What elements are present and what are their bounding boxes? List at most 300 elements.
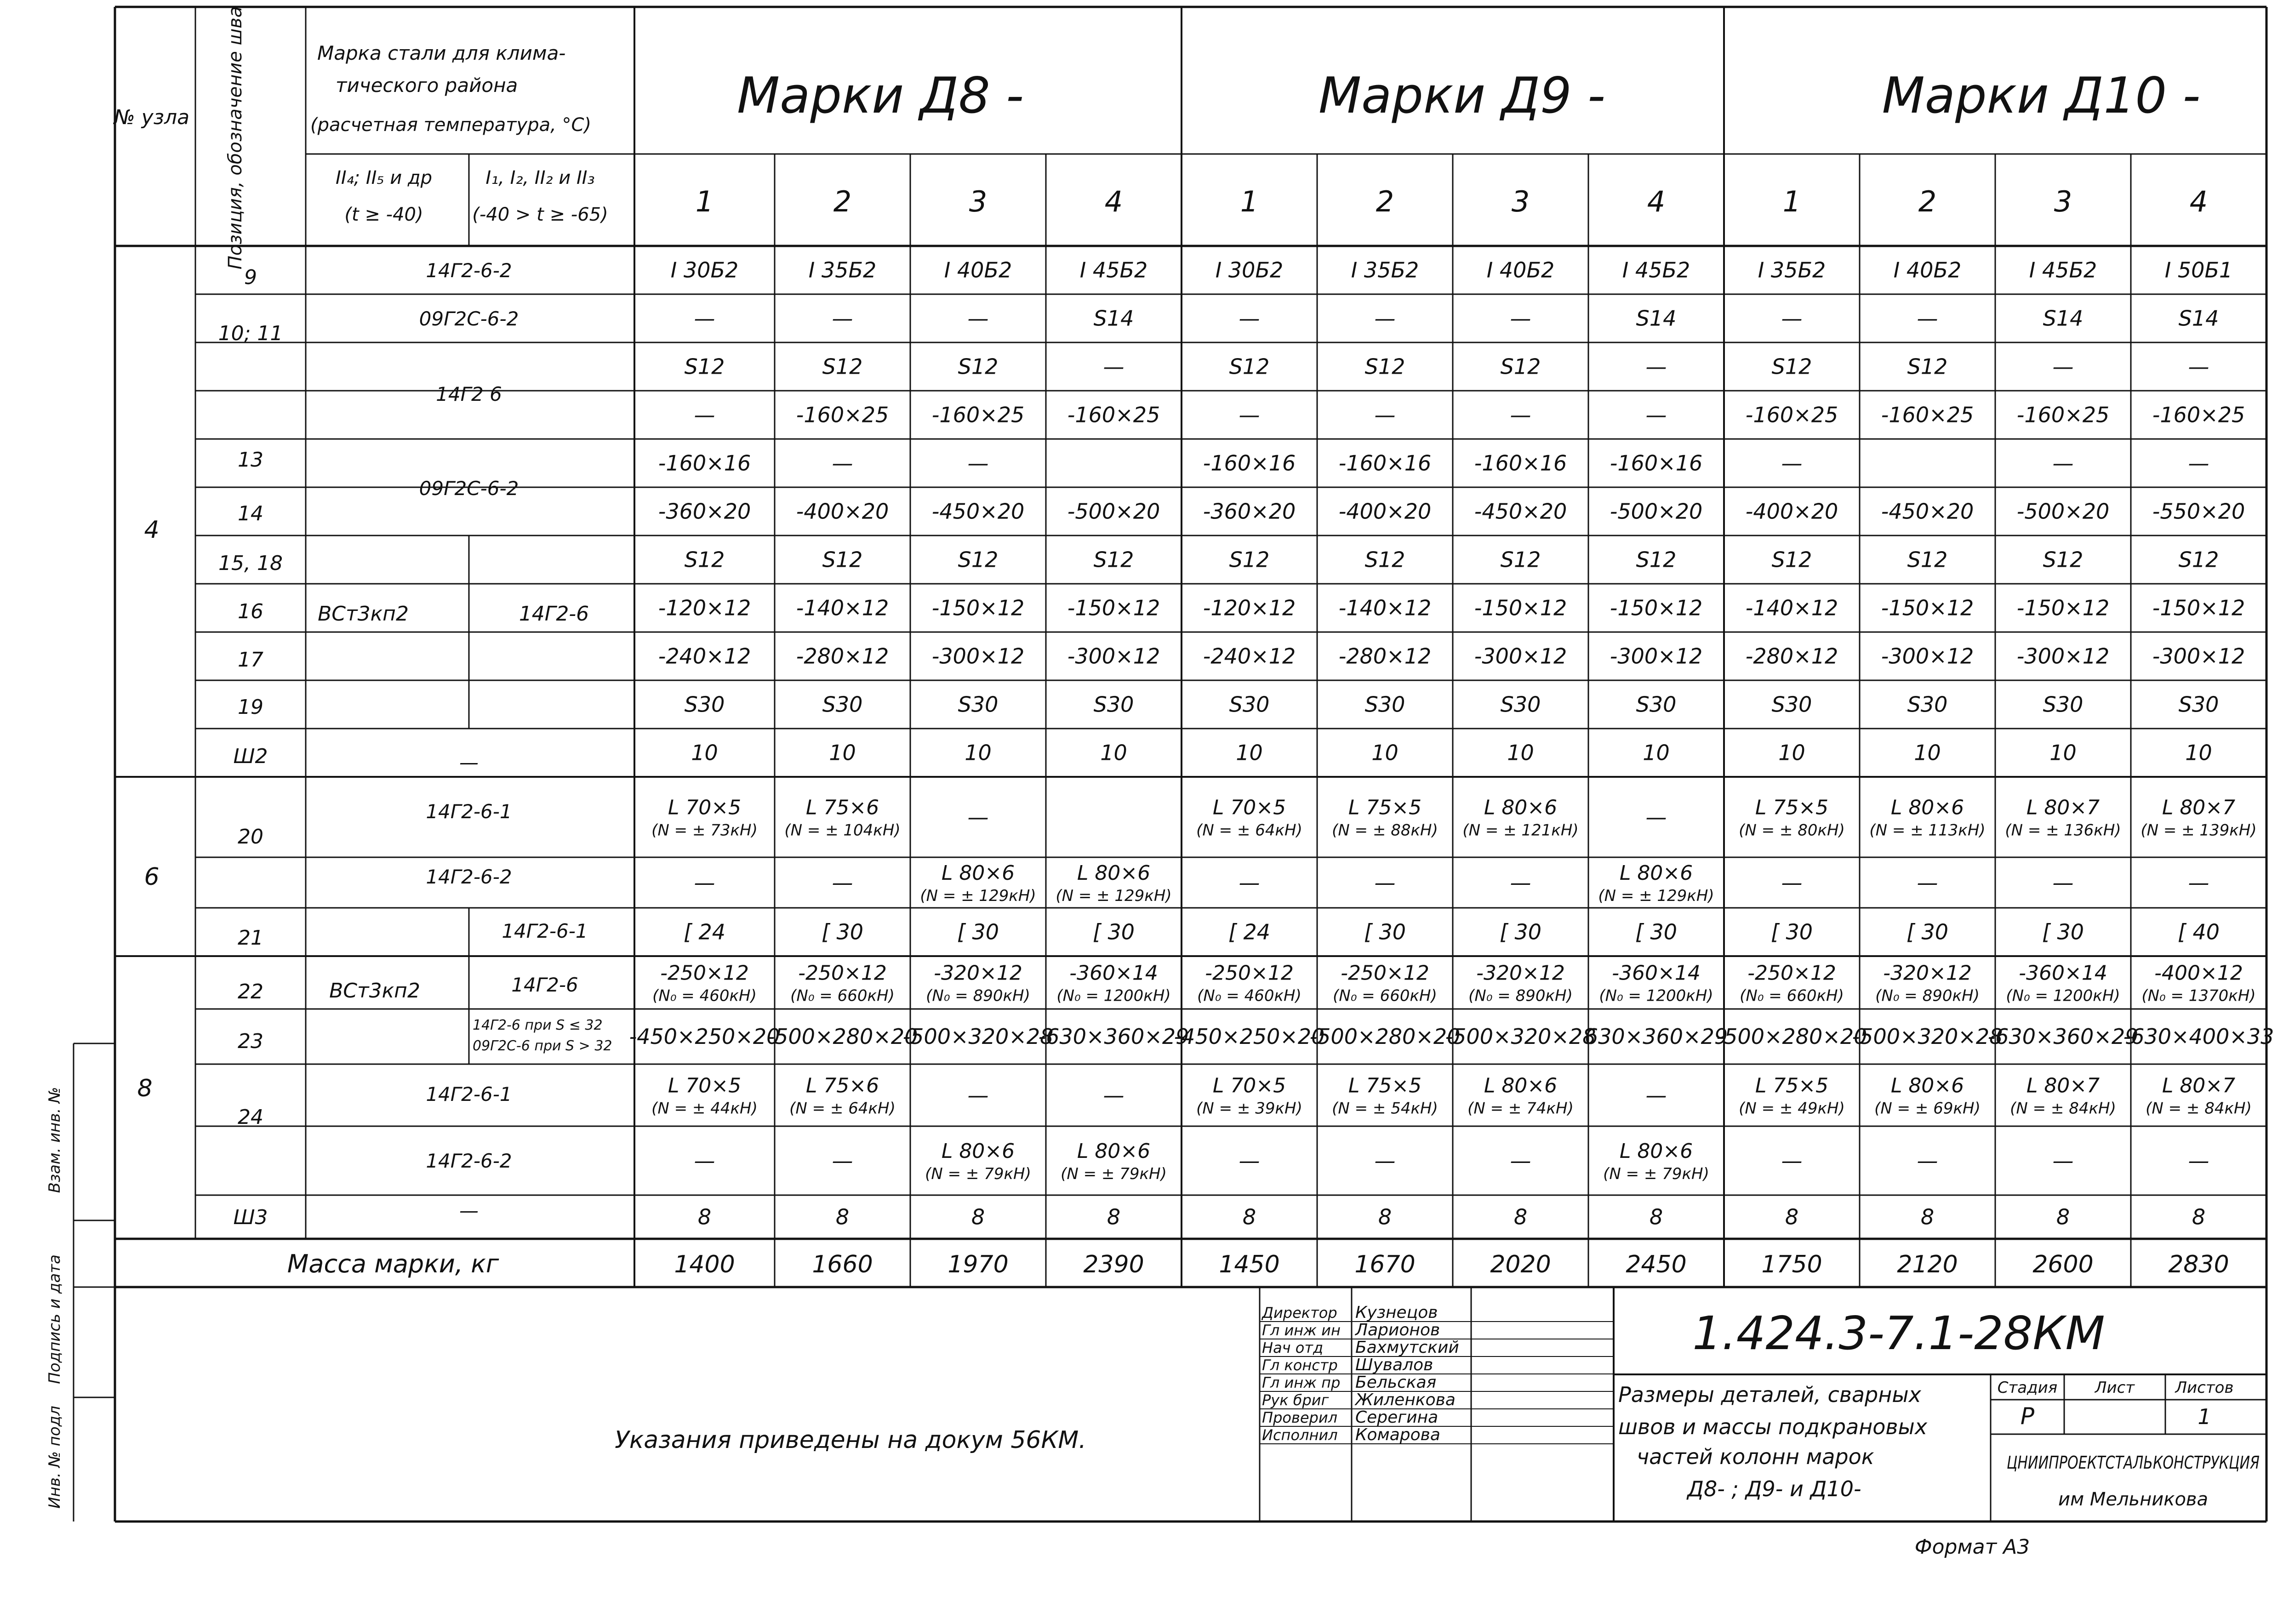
table-cell: [ 24 [683, 919, 726, 945]
cell-main: L 80×6 [1619, 861, 1693, 885]
table-cell: I 40Б2 [944, 257, 1012, 283]
table-cell: 630×360×29 [1584, 1024, 1728, 1049]
side-inv-replace: Взам. инв. № [46, 1087, 64, 1193]
table-cell: [ 30 [821, 919, 864, 945]
cell-main: L 80×6 [1484, 1074, 1558, 1098]
steel-col-1-line-2: (t ≥ -40) [344, 204, 423, 225]
table-cell: -500×320×28 [1445, 1024, 1596, 1049]
table-cell: 8 [1785, 1204, 1799, 1230]
table-cell: -360×20 [1203, 499, 1296, 524]
table-cell: [ 30 [1635, 919, 1678, 945]
cell-main: -320×12 [1476, 961, 1565, 985]
table-cell: — [1374, 870, 1396, 895]
position-label: 19 [238, 695, 263, 719]
table-cell: — [1510, 870, 1531, 895]
stage-value: Р [2020, 1403, 2035, 1430]
table-cell: 10 [1914, 740, 1941, 765]
position-label: 13 [238, 448, 263, 472]
position-label: 24 [238, 1105, 263, 1129]
table-cell: S12 [684, 354, 725, 379]
mass-value: 2830 [2168, 1251, 2229, 1278]
table-cell: -160×25 [1067, 402, 1160, 427]
mass-value: 1400 [674, 1251, 735, 1278]
table-cell: -160×16 [1203, 450, 1296, 476]
table-cell: 8 [971, 1204, 985, 1230]
cell-force: (N = ± 84кН) [2146, 1099, 2252, 1118]
table-cell: -150×12 [1067, 595, 1160, 621]
table-cell: S12 [1500, 547, 1541, 572]
table-cell: — [832, 1148, 853, 1173]
person-name: Кузнецов [1355, 1303, 1438, 1322]
steel-r18: 14Г2-6-2 [426, 1150, 512, 1172]
table-cell: — [967, 804, 989, 830]
steel-col-2-line-2: (-40 > t ≥ -65) [472, 204, 608, 225]
cell-main: L 80×6 [1484, 796, 1558, 820]
table-cell: S14 [1093, 306, 1134, 331]
steel-grade-column [318, 259, 612, 1222]
table-cell: I 50Б1 [2164, 257, 2233, 283]
cell-main: -250×12 [1205, 961, 1294, 985]
table-cell: — [1645, 1083, 1667, 1108]
table-cell: 10 [1236, 740, 1263, 765]
position-label: Ш3 [233, 1206, 268, 1229]
cell-main: L 80×7 [2026, 1074, 2100, 1098]
table-cell: I 45Б2 [2029, 257, 2097, 283]
cell-force: (N = ± 79кН) [1603, 1165, 1709, 1183]
steel-r12: 14Г2-6-1 [426, 800, 512, 823]
table-cell: — [1510, 306, 1531, 331]
table-cell: — [694, 402, 715, 427]
cell-main: -250×12 [1341, 961, 1429, 985]
table-cell: I 40Б2 [1486, 257, 1555, 283]
sheet-label: Лист [2095, 1379, 2135, 1397]
table-cell: [ 30 [1770, 919, 1813, 945]
side-inv-original: Инв. № подл [46, 1406, 64, 1509]
steel-r16b: 09Г2С-6 при S > 32 [473, 1038, 612, 1054]
cell-force: (N = ± 44кН) [651, 1099, 758, 1118]
table-cell: 8 [1378, 1204, 1392, 1230]
table-cell: — [1239, 306, 1260, 331]
position-column [218, 266, 283, 1229]
table-cell: 10 [1643, 740, 1670, 765]
table-cell: -160×25 [2152, 402, 2245, 427]
table-cell: S12 [1907, 547, 1948, 572]
cell-main: -250×12 [660, 961, 749, 985]
table-cell: — [1103, 354, 1125, 379]
cell-main: L 70×5 [668, 796, 742, 820]
table-cell: -120×12 [658, 595, 751, 621]
node-8: 8 [137, 1075, 153, 1102]
table-cell: -280×12 [1338, 644, 1432, 669]
table-cell: 10 [2185, 740, 2212, 765]
cell-force: (N₀ = 1200кН) [2006, 986, 2120, 1005]
table-cell: S12 [1364, 354, 1405, 379]
table-cell: S12 [2043, 547, 2084, 572]
table-cell: — [832, 306, 853, 331]
table-cell: [ 30 [1906, 919, 1949, 945]
cell-force: (N = ± 80кН) [1739, 821, 1845, 840]
cell-force: (N = ± 39кН) [1196, 1099, 1302, 1118]
steel-r4: 09Г2С-6-2 [419, 477, 519, 500]
cell-main: L 80×7 [2162, 1074, 2236, 1098]
table-cell: I 35Б2 [1351, 257, 1419, 283]
table-cell: -450×250×20 [629, 1024, 780, 1049]
cell-force: (N₀ = 1370кН) [2141, 986, 2256, 1005]
cell-force: (N₀ = 890кН) [926, 986, 1030, 1005]
node-numbers [137, 516, 159, 1102]
steel-r2: 14Г2 6 [436, 383, 502, 405]
steel-r17: 14Г2-6-1 [426, 1083, 512, 1105]
table-cell: [ 30 [1499, 919, 1542, 945]
data-cells [629, 258, 2274, 1230]
table-cell: -360×20 [658, 499, 751, 524]
table-cell: I 30Б2 [670, 257, 739, 283]
table-cell: -500×20 [1067, 499, 1160, 524]
table-cell: I 35Б2 [1758, 257, 1826, 283]
cell-main: -400×12 [2154, 961, 2243, 985]
table-cell: S30 [1229, 692, 1270, 717]
sheets-value: 1 [2198, 1404, 2211, 1429]
position-label: 9 [244, 266, 257, 289]
table-cell: -300×12 [2152, 644, 2245, 669]
steel-title-line-2: тического района [336, 74, 518, 97]
table-cell: -240×12 [1203, 644, 1296, 669]
table-cell: — [1781, 450, 1803, 476]
cell-force: (N = ± 104кН) [784, 821, 901, 840]
table-cell: -300×12 [1881, 644, 1974, 669]
cell-force: (N = ± 54кН) [1332, 1099, 1438, 1118]
cell-force: (N₀ = 890кН) [1468, 986, 1573, 1005]
mass-value: 1660 [812, 1251, 873, 1278]
person-name: Бахмутский [1355, 1338, 1459, 1357]
cell-main: -320×12 [1883, 961, 1972, 985]
table-cell: -140×12 [796, 595, 889, 621]
table-cell: I 30Б2 [1215, 257, 1284, 283]
table-cell: -300×12 [2016, 644, 2110, 669]
table-cell: — [1510, 402, 1531, 427]
cell-main: -360×14 [2019, 961, 2107, 985]
table-cell: -450×20 [931, 499, 1025, 524]
steel-r14: 14Г2-6-1 [502, 920, 588, 942]
table-cell: -160×25 [931, 402, 1025, 427]
table-cell: -400×20 [796, 499, 889, 524]
position-label: Ш2 [233, 745, 268, 768]
steel-a-right: 14Г2-6 [519, 602, 589, 626]
mark-subnumber: 1 [1240, 185, 1259, 218]
cell-main: L 80×7 [2026, 796, 2100, 820]
table-cell: [ 24 [1228, 919, 1271, 945]
note-text: Указания приведены на докум 56КМ. [615, 1426, 1086, 1454]
table-cell: [ 30 [1092, 919, 1135, 945]
position-label: 22 [238, 980, 263, 1003]
table-cell: S30 [1771, 692, 1812, 717]
table-cell: -240×12 [658, 644, 751, 669]
cell-force: (N = ± 64кН) [1196, 821, 1302, 840]
table-cell: 8 [2192, 1204, 2206, 1230]
table-cell: -630×360×29 [1038, 1024, 1189, 1049]
table-cell: — [694, 1148, 715, 1173]
table-cell: S30 [1093, 692, 1134, 717]
cell-main: L 80×6 [1077, 1140, 1151, 1163]
steel-sh2: — [459, 751, 479, 774]
table-cell: — [1781, 306, 1803, 331]
cell-force: (N = ± 84кН) [2010, 1099, 2116, 1118]
title-line-2: швов и массы подкрановых [1618, 1414, 1928, 1439]
cell-main: L 75×6 [805, 796, 879, 820]
table-cell: S12 [958, 547, 999, 572]
title-line-3: частей колонн марок [1637, 1444, 1874, 1469]
cell-force: (N = ± 49кН) [1739, 1099, 1845, 1118]
cell-main: L 80×6 [1890, 1074, 1964, 1098]
cell-main: -360×14 [1069, 961, 1158, 985]
side-sign-date: Подпись и дата [46, 1254, 64, 1384]
title-line-1: Размеры деталей, сварных [1618, 1382, 1921, 1407]
cell-force: (N = ± 79кН) [1061, 1165, 1167, 1183]
position-label: 23 [238, 1030, 263, 1053]
table-cell: — [1239, 870, 1260, 895]
signature-rows [1261, 1303, 1459, 1444]
steel-r16a: 14Г2-6 при S ≤ 32 [473, 1017, 603, 1033]
person-name: Серегина [1355, 1408, 1438, 1427]
table-cell: S30 [2178, 692, 2219, 717]
group-d8-title: Марки Д8 - [736, 67, 1024, 125]
table-cell: -160×16 [1610, 450, 1703, 476]
mark-subnumbers [696, 185, 2208, 218]
table-cell: S12 [1907, 354, 1948, 379]
sheets-label: Листов [2175, 1379, 2234, 1397]
table-cell: -450×20 [1881, 499, 1974, 524]
position-label: 14 [238, 502, 263, 525]
organization-subname: им Мельникова [2058, 1489, 2209, 1510]
title-line-4: Д8- ; Д9- и Д10- [1687, 1476, 1861, 1501]
cell-force: (N = ± 136кН) [2005, 821, 2121, 840]
steel-r0: 14Г2-6-2 [426, 259, 512, 282]
table-cell: -630×360×29 [1987, 1024, 2139, 1049]
table-cell: 8 [2056, 1204, 2070, 1230]
cell-force: (N₀ = 660кН) [1333, 986, 1437, 1005]
table-cell: 10 [1778, 740, 1805, 765]
table-cell: S12 [2178, 547, 2219, 572]
table-cell: -300×12 [931, 644, 1025, 669]
role-label: Гл констр [1262, 1356, 1338, 1374]
table-cell: -150×12 [1474, 595, 1567, 621]
table-cell: -150×12 [1610, 595, 1703, 621]
table-cell: -500×280×20 [767, 1024, 918, 1049]
mass-value: 2450 [1626, 1251, 1687, 1278]
mark-subnumber: 2 [1918, 185, 1937, 218]
cell-main: L 80×6 [1077, 861, 1151, 885]
table-cell: S30 [958, 692, 999, 717]
person-name: Комарова [1355, 1425, 1440, 1444]
node-number-header: № узла [114, 106, 190, 129]
mass-value: 1450 [1219, 1251, 1280, 1278]
mark-subnumber: 4 [2189, 185, 2208, 218]
cell-force: (N₀ = 460кН) [1197, 986, 1301, 1005]
position-header: Позиция, обозначение шва [225, 6, 246, 270]
cell-force: (N = ± 129кН) [1598, 887, 1714, 905]
table-cell: S14 [2043, 306, 2084, 331]
table-cell: — [2188, 354, 2209, 379]
table-cell: -630×400×33 [2123, 1024, 2274, 1049]
table-cell: -400×20 [1745, 499, 1838, 524]
table-cell: 8 [1649, 1204, 1663, 1230]
table-cell: -500×20 [2016, 499, 2110, 524]
position-label: 20 [238, 825, 263, 849]
steel-title-line-3: (расчетная температура, °С) [310, 114, 592, 136]
table-cell: -400×20 [1338, 499, 1432, 524]
steel-col-2-line-1: I₁, I₂, II₂ и II₃ [485, 167, 595, 188]
cell-main: L 75×6 [805, 1074, 879, 1098]
role-label: Рук бриг [1262, 1391, 1329, 1409]
mass-value: 2020 [1490, 1251, 1551, 1278]
cell-main: L 75×5 [1348, 1074, 1422, 1098]
table-cell: — [2052, 354, 2074, 379]
table-cell: -280×12 [1745, 644, 1838, 669]
table-cell: S30 [684, 692, 725, 717]
position-label: 15, 18 [218, 552, 283, 575]
cell-force: (N₀ = 460кН) [652, 986, 757, 1005]
position-label: 10; 11 [218, 322, 283, 345]
table-cell: S12 [1229, 354, 1270, 379]
cell-force: (N₀ = 890кН) [1875, 986, 1980, 1005]
table-cell: -160×16 [1338, 450, 1432, 476]
table-cell: -120×12 [1203, 595, 1296, 621]
table-cell: 8 [835, 1204, 850, 1230]
table-cell: S12 [1771, 354, 1812, 379]
cell-main: L 80×6 [941, 861, 1015, 885]
role-label: Гл инж пр [1262, 1374, 1341, 1391]
cell-force: (N₀ = 660кН) [1740, 986, 1844, 1005]
table-cell: -550×20 [2152, 499, 2245, 524]
cell-main: -250×12 [798, 961, 887, 985]
table-cell: [ 30 [1364, 919, 1406, 945]
table-cell: S30 [2043, 692, 2084, 717]
steel-sh3: — [459, 1199, 479, 1222]
group-d9-title: Марки Д9 - [1318, 67, 1606, 125]
cell-force: (N = ± 129кН) [920, 887, 1036, 905]
table-cell: — [1374, 306, 1396, 331]
table-cell: S12 [1229, 547, 1270, 572]
table-cell: — [1239, 1148, 1260, 1173]
mark-subnumber: 1 [695, 185, 714, 218]
table-cell: -500×320×28 [902, 1024, 1054, 1049]
mass-value: 1670 [1354, 1251, 1416, 1278]
person-name: Ларионов [1355, 1321, 1440, 1339]
cell-main: -360×14 [1612, 961, 1701, 985]
table-cell: -500×320×28 [1852, 1024, 2003, 1049]
role-label: Директор [1262, 1304, 1337, 1322]
table-cell: 10 [1371, 740, 1399, 765]
cell-main: L 70×5 [1212, 1074, 1286, 1098]
cell-main: L 80×7 [2162, 796, 2236, 820]
table-header [113, 6, 2208, 269]
organization-name: ЦНИИПРОЕКТСТАЛЬКОНСТРУКЦИЯ [2007, 1453, 2260, 1473]
cell-main: L 80×6 [941, 1140, 1015, 1163]
table-cell: [ 40 [2177, 919, 2220, 945]
table-cell: 10 [829, 740, 856, 765]
table-cell: — [967, 1083, 989, 1108]
table-cell: -160×16 [1474, 450, 1567, 476]
table-cell: -160×25 [1745, 402, 1838, 427]
table-cell: — [967, 450, 989, 476]
cell-main: L 75×5 [1348, 796, 1422, 820]
position-label: 17 [238, 648, 263, 672]
table-cell: — [1645, 804, 1667, 830]
table-cell: 8 [697, 1204, 712, 1230]
table-cell: S12 [1636, 547, 1677, 572]
position-label: 16 [238, 600, 263, 623]
role-label: Проверил [1262, 1409, 1338, 1426]
role-label: Нач отд [1262, 1339, 1324, 1356]
table-cell: S30 [1364, 692, 1405, 717]
cell-force: (N = ± 79кН) [925, 1165, 1031, 1183]
cell-main: L 75×5 [1755, 796, 1829, 820]
table-cell: — [1239, 402, 1260, 427]
table-cell: — [694, 306, 715, 331]
table-cell: -500×280×20 [1309, 1024, 1461, 1049]
cell-force: (N = ± 69кН) [1874, 1099, 1981, 1118]
position-label: 21 [238, 926, 263, 950]
cell-force: (N = ± 129кН) [1056, 887, 1172, 905]
cell-force: (N = ± 64кН) [789, 1099, 896, 1118]
table-cell: -300×12 [1474, 644, 1567, 669]
group-d10-title: Марки Д10 - [1882, 67, 2201, 125]
table-cell: -160×25 [1881, 402, 1974, 427]
table-cell: -300×12 [1067, 644, 1160, 669]
table-cell: — [1374, 402, 1396, 427]
table-cell: S12 [822, 354, 863, 379]
table-cell: 10 [2049, 740, 2077, 765]
table-cell: S12 [1771, 547, 1812, 572]
table-cell: -500×20 [1610, 499, 1703, 524]
mass-value: 2390 [1083, 1251, 1144, 1278]
table-cell: [ 30 [957, 919, 999, 945]
table-cell: 10 [691, 740, 718, 765]
steel-r15: 14Г2-6 [511, 974, 578, 996]
table-cell: — [694, 870, 715, 895]
table-cell: — [1917, 306, 1938, 331]
cell-main: L 70×5 [1212, 796, 1286, 820]
table-cell: -150×12 [2016, 595, 2110, 621]
table-cell: S12 [822, 547, 863, 572]
node-6: 6 [144, 863, 160, 891]
title-block [1261, 1303, 2260, 1510]
cell-force: (N = ± 88кН) [1332, 821, 1438, 840]
table-cell: I 35Б2 [808, 257, 877, 283]
mark-subnumber: 2 [1376, 185, 1394, 218]
table-cell: S12 [684, 547, 725, 572]
table-cell: I 45Б2 [1079, 257, 1148, 283]
table-cell: 10 [1507, 740, 1534, 765]
table-cell: — [1645, 354, 1667, 379]
table-cell: I 45Б2 [1622, 257, 1690, 283]
table-cell: -140×12 [1338, 595, 1432, 621]
cell-force: (N = ± 73кН) [651, 821, 758, 840]
steel-vst-a: ВСт3кп2 [318, 602, 409, 626]
steel-vst-b: ВСт3кп2 [329, 979, 420, 1003]
table-cell: 8 [1920, 1204, 1935, 1230]
person-name: Бельская [1355, 1373, 1437, 1392]
table-cell: S14 [1636, 306, 1677, 331]
cell-main: L 70×5 [668, 1074, 742, 1098]
table-cell: -140×12 [1745, 595, 1838, 621]
table-cell: [ 30 [2042, 919, 2084, 945]
cell-main: -250×12 [1747, 961, 1836, 985]
table-cell: — [1917, 870, 1938, 895]
table-cell: — [832, 870, 853, 895]
table-cell: S12 [958, 354, 999, 379]
cell-force: (N₀ = 1200кН) [1056, 986, 1171, 1005]
